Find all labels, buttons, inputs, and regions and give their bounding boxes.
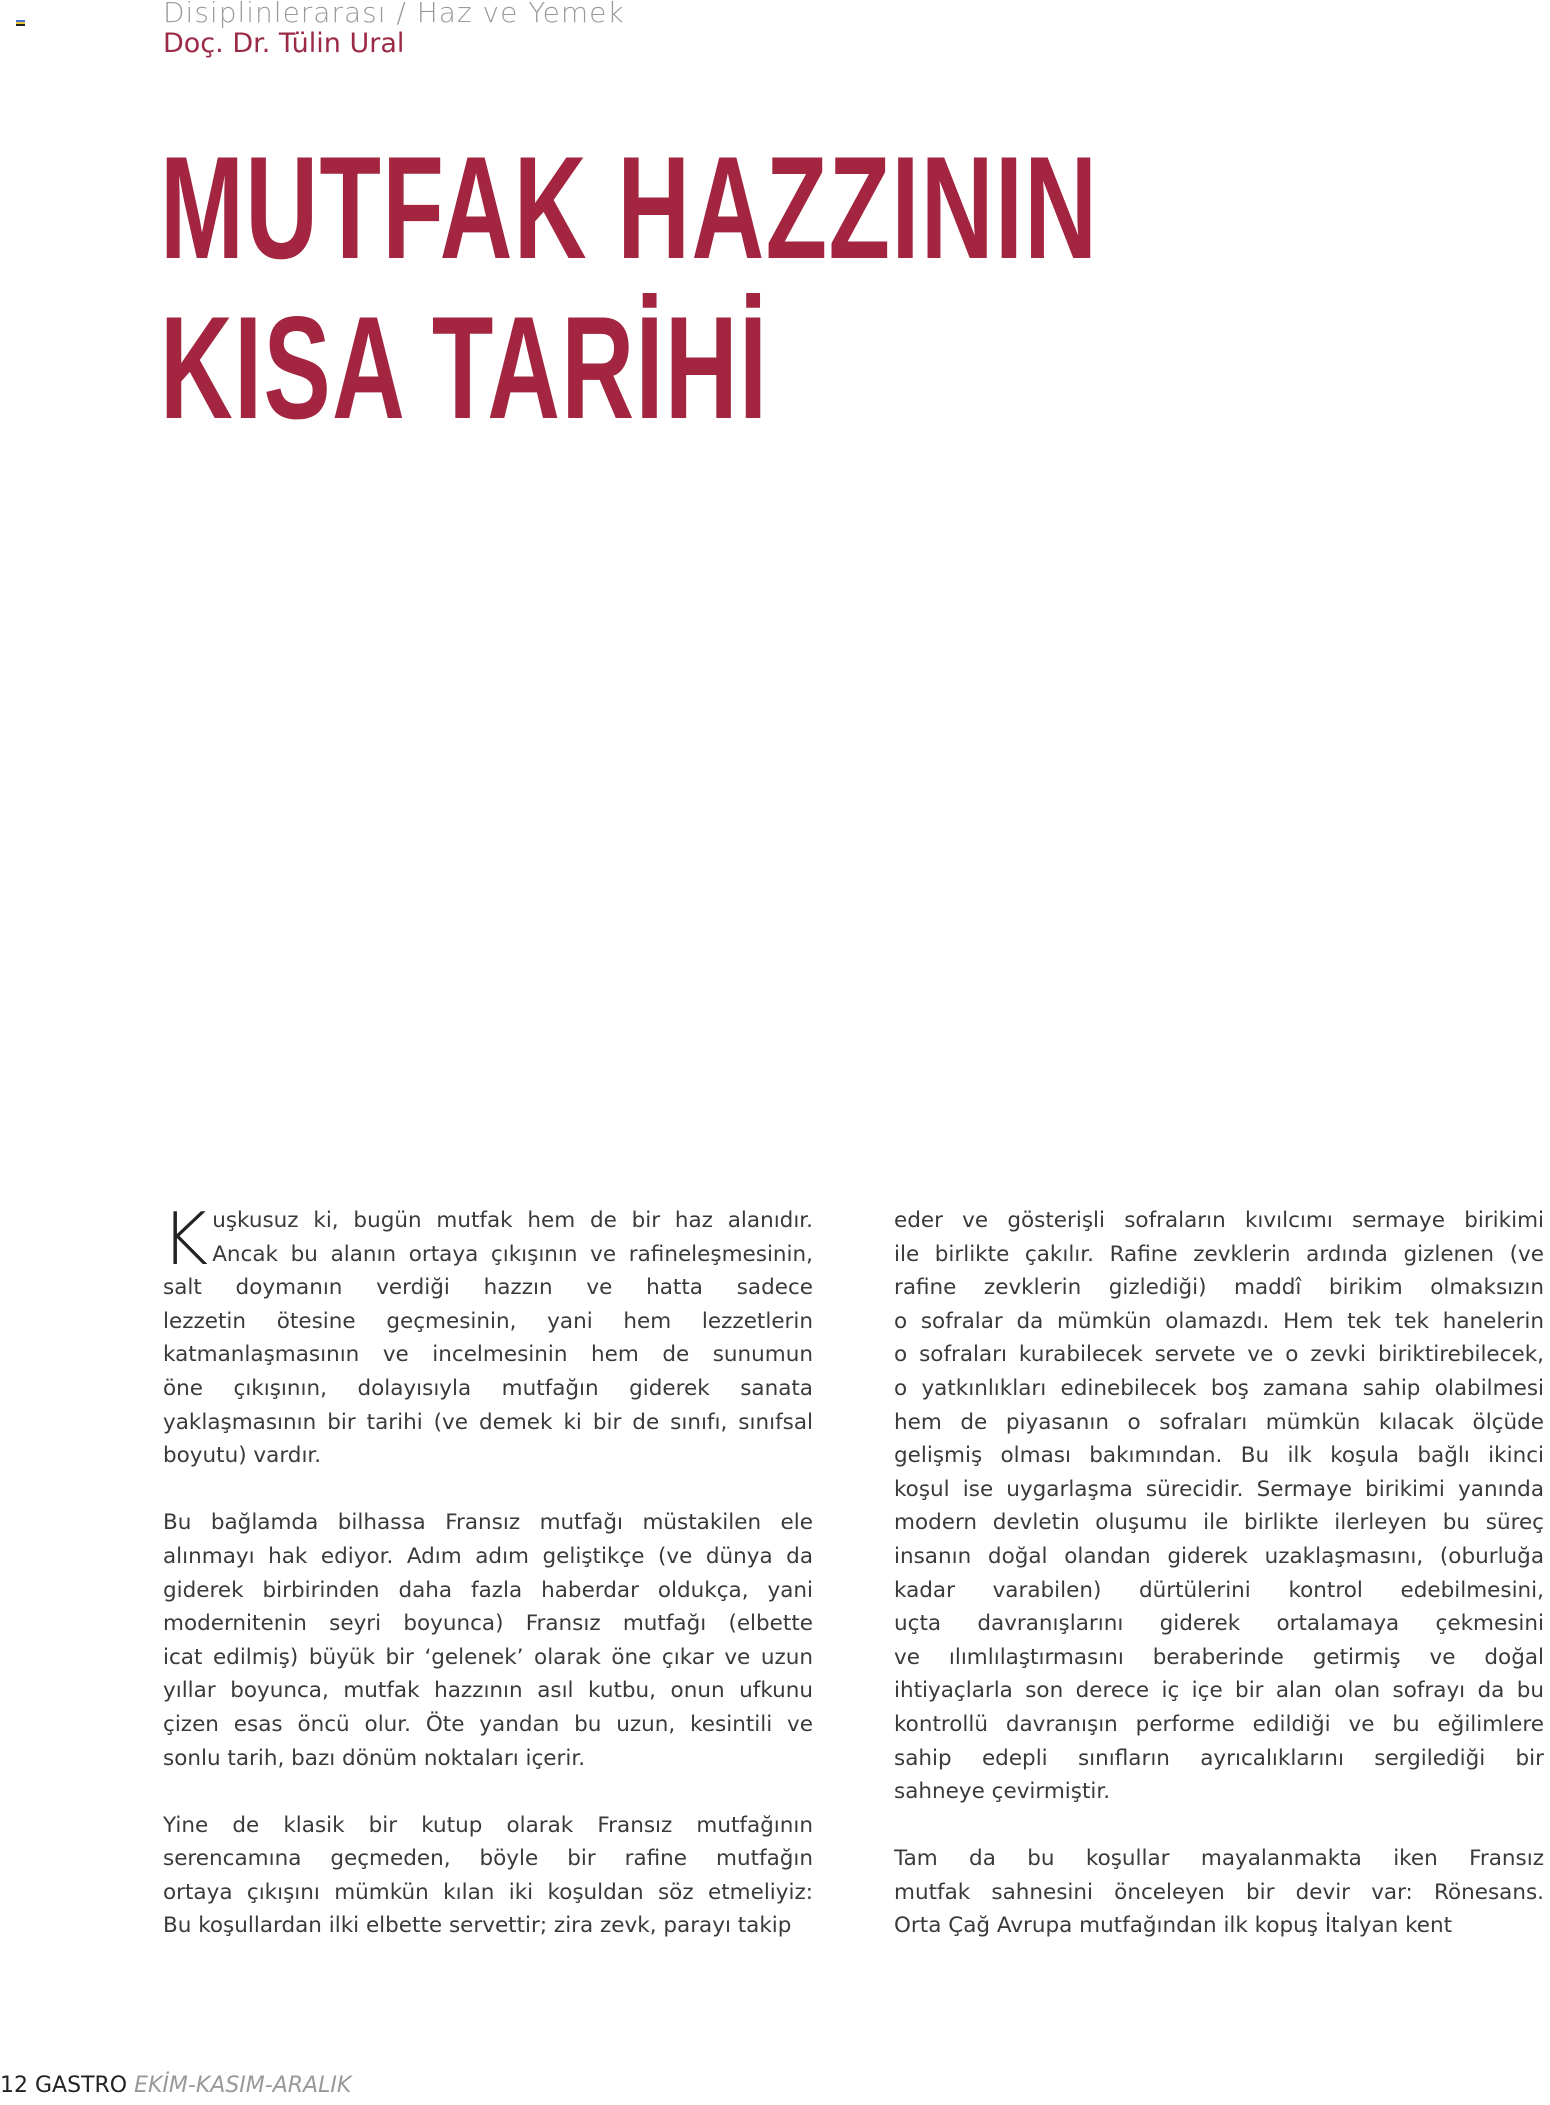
text-line: yıllar boyunca, mutfak hazzının asıl kutbu, onun ufkunu — [163, 1678, 813, 1704]
text-line: Ancak bu alanın ortaya çıkışının ve rafineleşmesinin, — [212, 1241, 813, 1267]
page-number: 12 — [0, 2073, 28, 2098]
text-line: giderek birbirinden daha fazla haberdar oldukça, yani — [163, 1577, 813, 1603]
text-line: ortaya çıkışını mümkün kılan iki koşuldan söz etmeliyiz: — [163, 1879, 813, 1905]
text-line: salt doymanın verdiği hazzın ve hatta sadece — [163, 1275, 813, 1301]
text-line: o yatkınlıkları edinebilecek boş zamana sahip olabilmesi — [894, 1375, 1544, 1401]
paragraph — [894, 1204, 1544, 1809]
text-line: alınmayı hak ediyor. Adım adım geliştikçe (ve dünya da — [163, 1543, 813, 1569]
text-line: uşkusuz ki, bugün mutfak hem de bir haz alanıdır. — [212, 1208, 813, 1233]
text-line: icat edilmiş) büyük bir ‘gelenek’ olarak öne çıkar ve uzun — [163, 1644, 813, 1670]
text-line: rafine zevklerin gizlediği) maddî birikim olmaksızın — [894, 1275, 1544, 1301]
text-line: modern devletin oluşumu ile birlikte ilerleyen bu süreç — [894, 1510, 1544, 1536]
text-line: modernitenin seyri boyunca) Fransız mutfağı (elbette — [163, 1611, 813, 1637]
text-line: yaklaşmasının bir tarihi (ve demek ki bir de sınıfı, sınıfsal — [163, 1409, 813, 1435]
text-line: kadar varabilen) dürtülerini kontrol edebilmesini, — [894, 1577, 1544, 1603]
text-line: hem de piyasanın o sofraları mümkün kılacak ölçüde — [894, 1409, 1544, 1435]
text-line: sahneye çevirmiştir. — [894, 1779, 1111, 1805]
text-line: insanın doğal olandan giderek uzaklaşmasını, (oburluğa — [894, 1543, 1544, 1569]
text-line: ile birlikte çakılır. Rafine zevklerin ardında gizlenen (ve — [894, 1241, 1544, 1267]
text-line: boyutu) vardır. — [163, 1443, 322, 1469]
text-line: ve ılımlılaştırmasını beraberinde getirmiş ve doğal — [894, 1644, 1544, 1670]
title-line-2: KISA TARİHİ — [160, 286, 769, 449]
text-line: gelişmiş olması bakımından. Bu ilk koşula bağlı ikinci — [894, 1443, 1544, 1469]
page-footer — [0, 2073, 351, 2098]
text-line: sonlu tarih, bazı dönüm noktaları içerir. — [163, 1745, 586, 1771]
paragraph — [894, 1842, 1544, 1943]
drop-cap: K — [161, 1197, 209, 1281]
paragraph — [161, 1197, 813, 1473]
text-line: lezzetin ötesine geçmesinin, yani hem lezzetlerin — [163, 1308, 813, 1334]
text-line: o sofraları kurabilecek servete ve o zevki biriktirebilecek, — [894, 1342, 1544, 1368]
text-line: serencamına geçmeden, böyle bir rafine mutfağın — [163, 1846, 813, 1872]
text-line: Orta Çağ Avrupa mutfağından ilk kopuş İtalyan kent — [894, 1913, 1453, 1939]
text-line: eder ve gösterişli sofraların kıvılcımı sermaye birikimi — [894, 1208, 1544, 1233]
magazine-name: GASTRO — [35, 2073, 128, 2098]
text-line: Yine de klasik bir kutup olarak Fransız mutfağının — [163, 1812, 813, 1838]
title-line-1: MUTFAK HAZZININ — [160, 126, 1099, 289]
author-name: Doç. Dr. Tülin Ural — [163, 28, 405, 59]
paragraph — [163, 1809, 813, 1943]
color-bar-icon — [16, 20, 25, 28]
text-line: mutfak sahnesini önceleyen bir devir var: Rönesans. — [894, 1879, 1544, 1905]
text-line: sahip edepli sınıfların ayrıcalıklarını sergilediği bir — [894, 1745, 1544, 1771]
text-line: Bu bağlamda bilhassa Fransız mutfağı müstakilen ele — [163, 1510, 813, 1536]
article-title — [160, 128, 1098, 448]
text-line: çizen esas öncü olur. Öte yandan bu uzun, kesintili ve — [163, 1711, 813, 1737]
text-line: Tam da bu koşullar mayalanmakta iken Fransız — [894, 1846, 1544, 1872]
issue-label: EKİM-KASIM-ARALIK — [134, 2073, 352, 2098]
paragraph — [163, 1506, 813, 1775]
right-column — [894, 1204, 1544, 1977]
text-line: koşul ise uygarlaşma sürecidir. Sermaye birikimi yanında — [894, 1476, 1544, 1502]
left-column — [161, 1197, 813, 1977]
text-line: kontrollü davranışın performe edildiği ve bu eğilimlere — [894, 1711, 1544, 1737]
text-line: katmanlaşmasının ve incelmesinin hem de sunumun — [163, 1342, 813, 1368]
section-label: Disiplinlerarası / Haz ve Yemek — [163, 0, 625, 29]
text-line: öne çıkışının, dolayısıyla mutfağın giderek sanata — [163, 1375, 813, 1401]
text-line: uçta davranışlarını giderek ortalamaya çekmesini — [894, 1611, 1544, 1637]
text-line: o sofralar da mümkün olamazdı. Hem tek tek hanelerin — [894, 1308, 1544, 1334]
text-line: ihtiyaçlarla son derece iç içe bir alan olan sofrayı da bu — [894, 1678, 1544, 1704]
text-line: Bu koşullardan ilki elbette servettir; zira zevk, parayı takip — [163, 1913, 792, 1939]
